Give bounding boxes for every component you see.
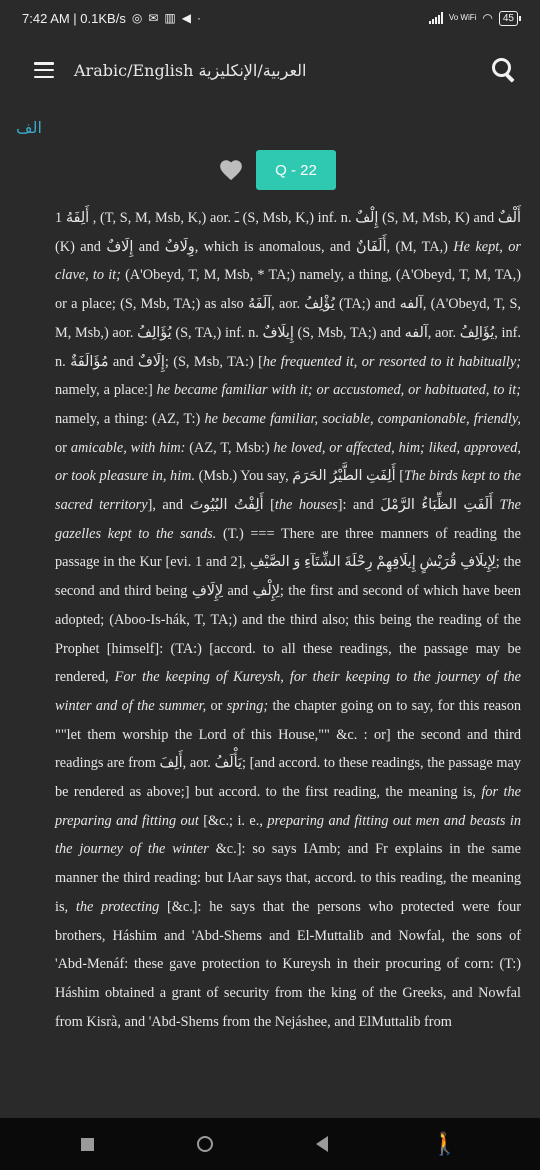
accessibility-icon[interactable]: 🚶 xyxy=(431,1131,459,1157)
entry-text-segment: (Msb.) You say, أَلِفَتِ الطَّيْرُ الحَرَمَ [ xyxy=(198,468,404,485)
app-bar xyxy=(0,40,540,100)
heart-icon[interactable] xyxy=(218,157,244,183)
battery-icon: 45 xyxy=(499,11,518,26)
hamburger-menu-icon[interactable] xyxy=(34,62,54,78)
entry-text-italic: he frequented it, or resorted to it habitually; xyxy=(262,353,522,370)
recent-apps-icon[interactable] xyxy=(81,1138,94,1151)
entry-text-segment: (A'Obeyd, T, M, Msb, * TA;) namely, a thing, (A'Obeyd, T, M, TA,) or a place; (S, Msb, TA;) as also آلَفَهُ, aor. يُؤْلِفُ (TA;) and آلفه, (A'Obeyd, T, S, M, Msb,) aor. يُؤَالِفُ (S, TA,) inf. n. إِيلَافٌ (S, Msb, TA;) and آلفه, aor. يُؤَالِفُ, inf. n. مُؤَالَفَةٌ and إِلَافٌ; (S, Msb, TA:) [ xyxy=(55,267,521,370)
entry-text-italic: spring; xyxy=(226,697,269,714)
entry-text-italic: preparing and fitting out men and beasts in the journey of the winter xyxy=(55,812,521,858)
entry-text-italic: he became familiar, sociable, companionable, friendly, xyxy=(204,410,522,427)
entry-text-italic: He kept, or clave, to it; xyxy=(55,238,521,284)
entry-text-segment: ]: and أَلَفَتِ الظِّبَاءُ الرَّمْلَ xyxy=(337,497,494,514)
entry-text-segment: ], and أَلِفْتُ البُيُوتَ [ xyxy=(147,497,275,514)
entry-text-italic: he became familiar with it; or accustomed, or habituated, to it; xyxy=(156,382,521,399)
root-word-link[interactable]: الف xyxy=(16,118,42,137)
mail-icon: ✉ xyxy=(148,11,159,25)
at-sign-icon: ◎ xyxy=(131,11,143,25)
entry-text-segment: or xyxy=(55,439,67,456)
status-bar xyxy=(0,0,540,36)
entry-text-italic: the houses xyxy=(274,497,338,514)
wifi-icon: ◠ xyxy=(482,11,493,25)
send-icon: ◀ xyxy=(181,11,191,25)
status-right xyxy=(429,11,518,26)
signal-icon xyxy=(429,12,443,24)
entry-text-segment: namely, a place:] xyxy=(55,382,153,399)
back-icon[interactable] xyxy=(316,1136,328,1152)
entry-text-segment: or xyxy=(210,697,223,714)
entry-text-italic: the protecting xyxy=(75,898,160,915)
system-nav-bar xyxy=(0,1118,540,1170)
status-left xyxy=(22,11,201,26)
entry-text-italic: he loved, or affected, him; liked, approved, or took pleasure in, him. xyxy=(55,439,521,485)
entry-text-segment: (AZ, T, Msb:) xyxy=(189,439,270,456)
entry-text-italic: For the keeping of Kureysh, for their keeping to the journey of the winter and of the summer, xyxy=(55,669,522,714)
home-icon[interactable] xyxy=(197,1136,213,1152)
entry-text-italic: The gazelles kept to the sands. xyxy=(55,497,521,542)
entry-text-segment: namely, a thing: (AZ, T:) xyxy=(55,410,201,427)
dot-icon: · xyxy=(196,11,201,25)
entry-text-segment: the chapter going on to say, for this reason ""let them worship the Lord of this House,"" &c. : or] the second and third readings are from أَلِفَ, aor. يَأْلَفُ; [and accord. to these readings, the passage may be rendered as above;] but accord. to the first reading, the meaning is, xyxy=(55,697,521,801)
network-label: Vo WiFi xyxy=(448,13,477,22)
entry-badge[interactable]: Q - 22 xyxy=(256,150,336,190)
app-title: Arabic/English العربية/الإنكليزية xyxy=(74,60,307,80)
entry-text-italic: The birds kept to the sacred territory xyxy=(55,468,522,514)
entry-text xyxy=(55,204,521,1036)
entry-text-italic: amicable, with him: xyxy=(70,439,186,456)
entry-text-segment: [&c.]: he says that the persons who protected were four brothers, Háshim and 'Abd-Shems and El-Muttalib and Nowfal, the sons of 'Abd-Menáf: these gave protection to Kureysh in their procuring of corn: (T:) Háshim obtained a grant of security from the king of the Greeks, and Nowfal from Kisrà, and 'Abd-Shems from the Nejáshee, and ElMuttalib from xyxy=(55,898,522,1030)
search-icon[interactable] xyxy=(490,56,518,84)
status-time: 7:42 AM | 0.1KB/s xyxy=(22,10,126,26)
entry-text-segment: 1 أَلِفَهُ , (T, S, M, Msb, K,) aor. ـَ (S, Msb, K,) inf. n. إِلْفٌ (S, M, Msb, K) and أَلْفٌ (K) and إِلَافٌ and وِلَافٌ, which is anomalous, and أَلَفَانٌ, (M, TA,) xyxy=(55,210,521,255)
trash-icon: ▥ xyxy=(164,11,176,25)
entry-text-segment: [&c.; i. e., xyxy=(203,812,263,829)
entry-text-segment: &c.]: so says IAmb; and Fr explains in the same manner the third reading: but IAar says that, accord. to this reading, the meaning is, xyxy=(55,841,522,915)
entry-text-italic: for the preparing and fitting out xyxy=(55,784,521,829)
entry-text-segment: (T.) === There are three manners of reading the passage in the Kur [evi. 1 and 2], لِإِيلَافِ قُرَيْشٍ إِيلَافِهِمْ رِحْلَةَ الشِّتَآءِ وَ الصَّيْفِ; the second and third being لِإِلَافِ and لِإِلْفِ; the first and second of which have been adopted; (Aboo-Is-hák, T, TA;) and the third also; this being the reading of the Prophet [himself]: (TA:) [accord. to all these readings, the passage may be rendered, xyxy=(55,525,522,686)
